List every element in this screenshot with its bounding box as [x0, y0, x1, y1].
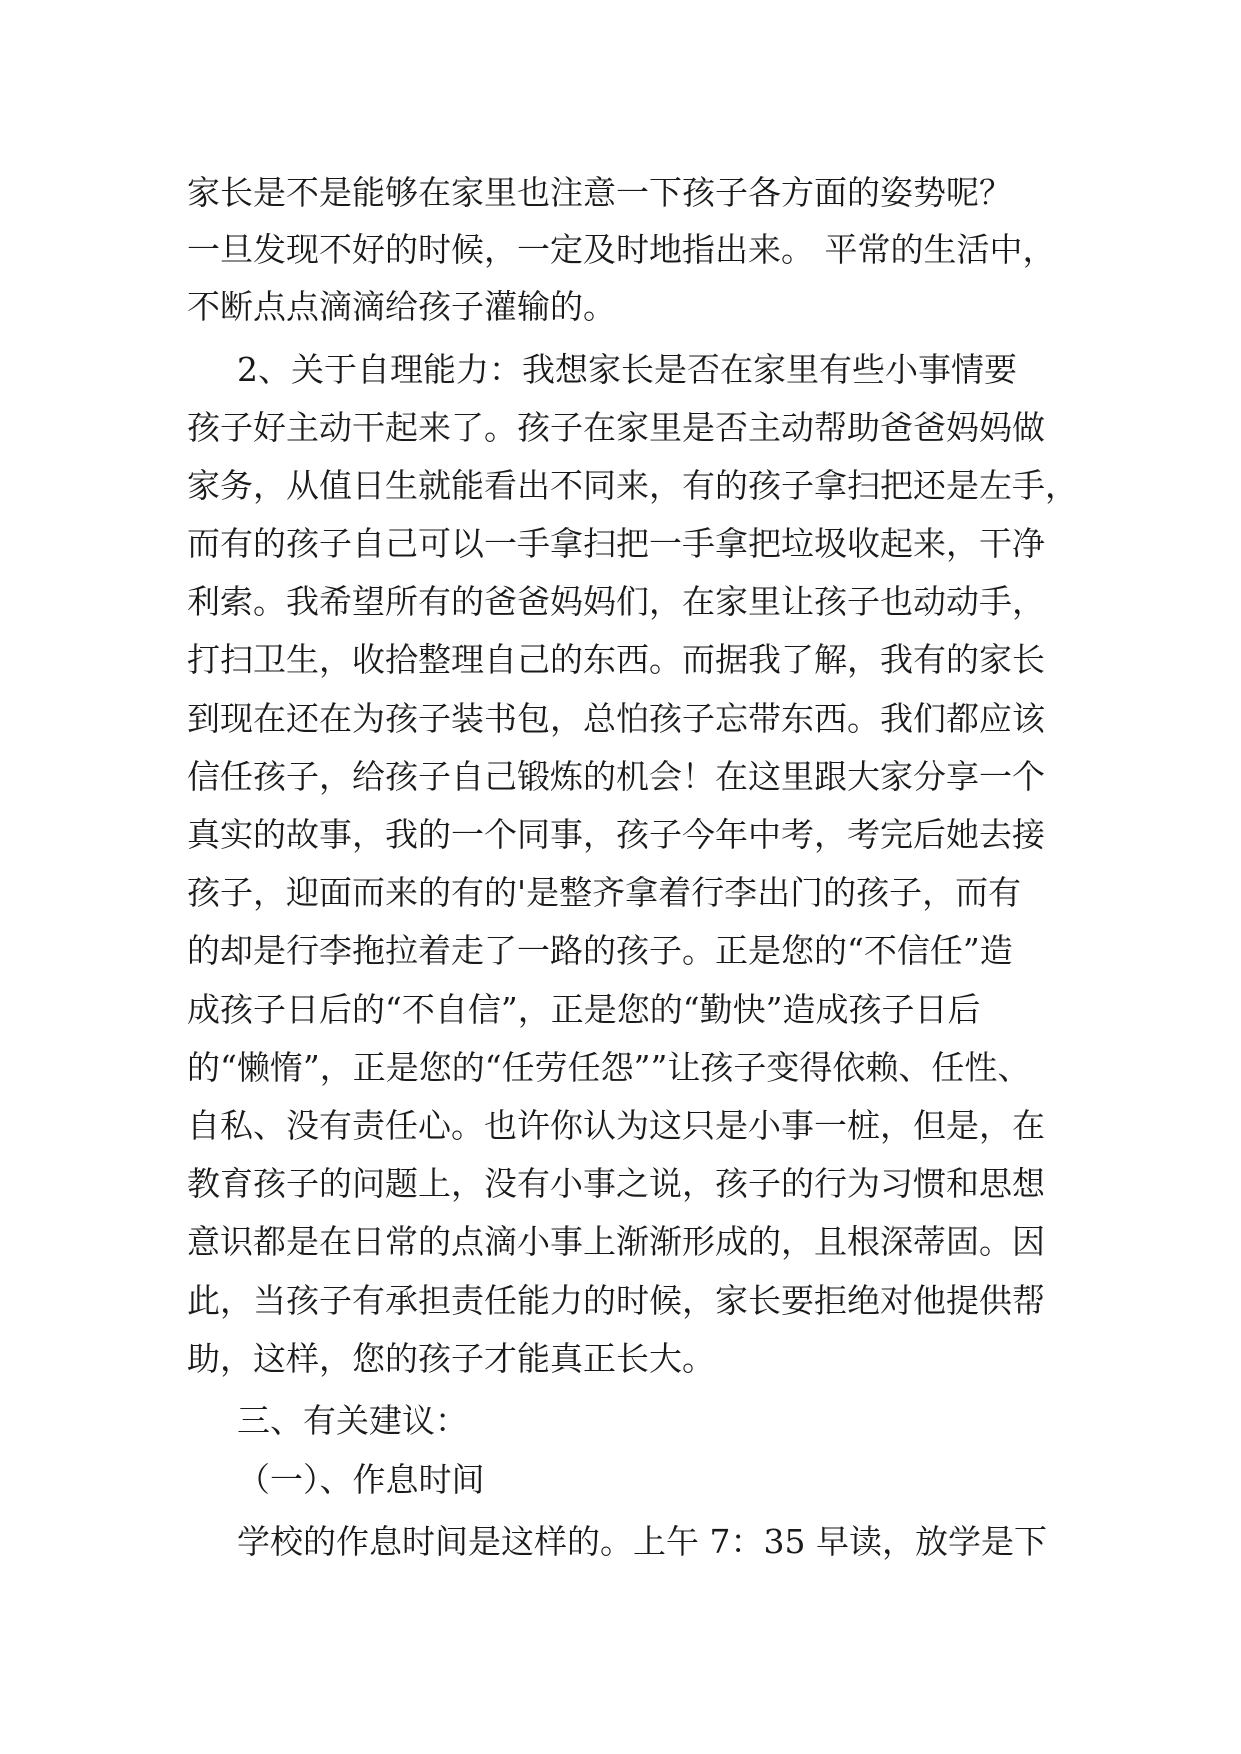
text-line-14: 的却是行李拖拉着走了一路的孩子。正是您的“不信任”造	[187, 931, 1013, 970]
text-line-12: 真实的故事，我的一个同事，孩子今年中考，考完后她去接	[187, 815, 1045, 854]
text-line-9: 打扫卫生，收拾整理自己的东西。而据我了解，我有的家长	[187, 640, 1045, 679]
text-line-10: 到现在还在为孩子装书包，总怕孩子忘带东西。我们都应该	[187, 699, 1045, 738]
subsection-heading: （一）、作息时间	[237, 1460, 485, 1499]
text-line-6: 家务，从值日生就能看出不同来，有的孩子拿扫把还是左手，	[187, 466, 1078, 505]
text-line-8: 利索。我希望所有的爸爸妈妈们，在家里让孩子也动动手，	[187, 582, 1045, 621]
text-line-19: 意识都是在日常的点滴小事上渐渐形成的，且根深蒂固。因	[187, 1222, 1045, 1261]
text-line-13: 孩子，迎面而来的有的'是整齐拿着行李出门的孩子，而有	[187, 873, 1022, 912]
text-line-15: 成孩子日后的“不自信”，正是您的“勤快”造成孩子日后	[187, 990, 981, 1029]
text-line-5: 孩子好主动干起来了。孩子在家里是否主动帮助爸爸妈妈做	[187, 408, 1045, 447]
text-line-11: 信任孩子，给孩子自己锻炼的机会！在这里跟大家分享一个	[187, 757, 1045, 796]
text-line-16: 的“懒惰”，正是您的“任劳任怨””让孩子变得依赖、任性、	[187, 1048, 1031, 1087]
text-line-4: 2、关于自理能力：我想家长是否在家里有些小事情要	[237, 350, 1017, 389]
section-heading: 三、有关建议：	[237, 1401, 468, 1440]
text-line-7: 而有的孩子自己可以一手拿扫把一手拿把垃圾收起来，干净	[187, 524, 1045, 563]
text-line-24: 学校的作息时间是这样的。上午 7：35 早读，放学是下	[237, 1522, 1047, 1561]
text-line-17: 自私、没有责任心。也许你认为这只是小事一桩，但是，在	[187, 1106, 1045, 1145]
text-line-21: 助，这样，您的孩子才能真正长大。	[187, 1339, 715, 1378]
text-line-2: 一旦发现不好的时候，一定及时地指出来。 平常的生活中，	[187, 230, 1056, 269]
text-line-1: 家长是不是能够在家里也注意一下孩子各方面的姿势呢？	[187, 173, 1012, 212]
text-line-18: 教育孩子的问题上，没有小事之说，孩子的行为习惯和思想	[187, 1164, 1045, 1203]
text-line-3: 不断点点滴滴给孩子灌输的。	[187, 287, 616, 326]
text-line-20: 此，当孩子有承担责任能力的时候，家长要拒绝对他提供帮	[187, 1281, 1045, 1320]
